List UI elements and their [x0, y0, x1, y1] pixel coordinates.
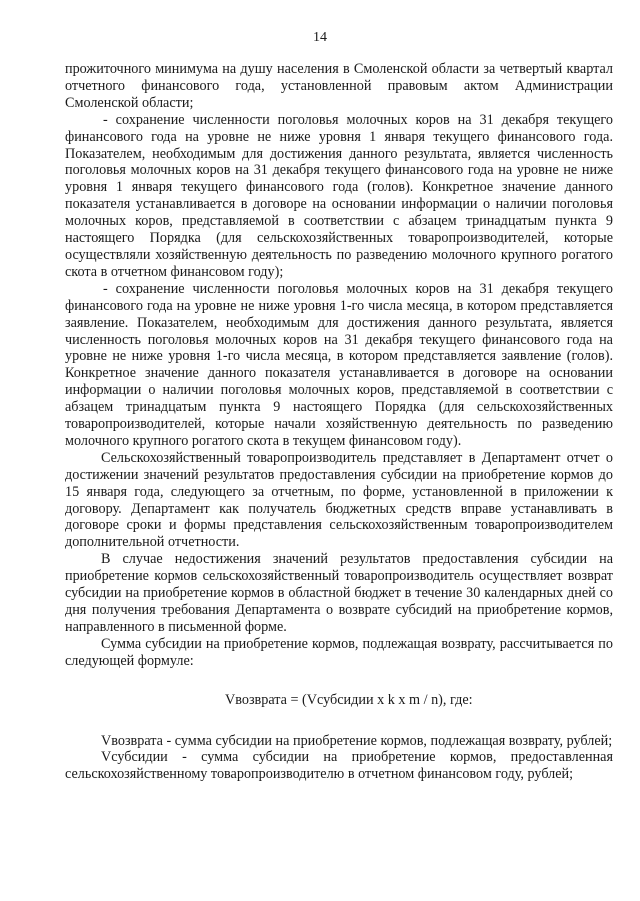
paragraph-condition-1: - сохранение численности поголовья молочных коров на 31 декабря текущего финансового года на уровне не ниже уровня 1 января текущего финансового года. Показателем, необходимым для достижения данного результата, является численность поголовья молочных коров на 31 декабря текущего финансового года на уровне не ниже уровня 1 января текущего финансового года (голов). Конкретное значение данного показателя устанавливается в договоре на основании информации о наличии поголовья молочных коров, представляемой в соответствии с абзацем тринадцатым пункта 9 настоящего Порядка (для сельскохозяйственных товаропроизводителей, которые осуществляли хозяйственную деятельность по разведению молочного крупного рогатого скота в отчетном финансовом году); — [65, 111, 613, 280]
page-number: 14 — [313, 30, 327, 45]
paragraph-condition-2: - сохранение численности поголовья молочных коров на 31 декабря текущего финансового года на уровне не ниже уровня 1-го числа месяца, в котором представляется заявление. Показателем, необходимым для достижения данного результата, является численность поголовья молочных коров на 31 декабря текущего финансового года на уровне не ниже уровня 1-го числа месяца, в котором представляется заявление (голов). Конкретное значение данного показателя устанавливается в договоре на основании информации о наличии поголовья молочных коров, представляемой в соответствии с абзацем тринадцатым пункта 9 настоящего Порядка (для сельскохозяйственных товаропроизводителей, которые начали хозяйственную деятельность по разведению молочного крупного рогатого скота в текущем финансовом году). — [65, 280, 613, 449]
paragraph-definition-vreturn: Vвозврата - сумма субсидии на приобретение кормов, подлежащая возврату, рублей; — [101, 732, 613, 749]
paragraph-definition-vsubsidy: Vсубсидии - сумма субсидии на приобретение кормов, предоставленная сельскохозяйственному товаропроизводителю в отчетном финансовом году, рублей; — [65, 749, 613, 783]
formula: Vвозврата = (Vсубсидии x k x m / n), где: — [225, 691, 473, 708]
paragraph-refund: В случае недостижения значений результатов предоставления субсидии на приобретение кормов сельскохозяйственный товаропроизводитель осуществляет возврат субсидии на приобретение кормов в областной бюджет в течение 30 календарных дней со дня получения требования Департамента о возврате субсидий на приобретение кормов, направленного в письменной форме. — [65, 551, 613, 635]
document-body — [65, 61, 613, 783]
paragraph-formula-intro: Сумма субсидии на приобретение кормов, подлежащая возврату, рассчитывается по следующей формуле: — [65, 635, 613, 669]
paragraph-report: Сельскохозяйственный товаропроизводитель представляет в Департамент отчет о достижении значений результатов предоставления субсидии на приобретение кормов до 15 января года, следующего за отчетным, по форме, установленной в приложении к договору. Департамент как получатель бюджетных средств вправе устанавливать в договоре сроки и формы представления сельскохозяйственным товаропроизводителем дополнительной отчетности. — [65, 449, 613, 551]
paragraph-continuation: прожиточного минимума на душу населения в Смоленской области за четвертый квартал отчетного финансового года, установленной правовым актом Администрации Смоленской области; — [65, 61, 613, 111]
